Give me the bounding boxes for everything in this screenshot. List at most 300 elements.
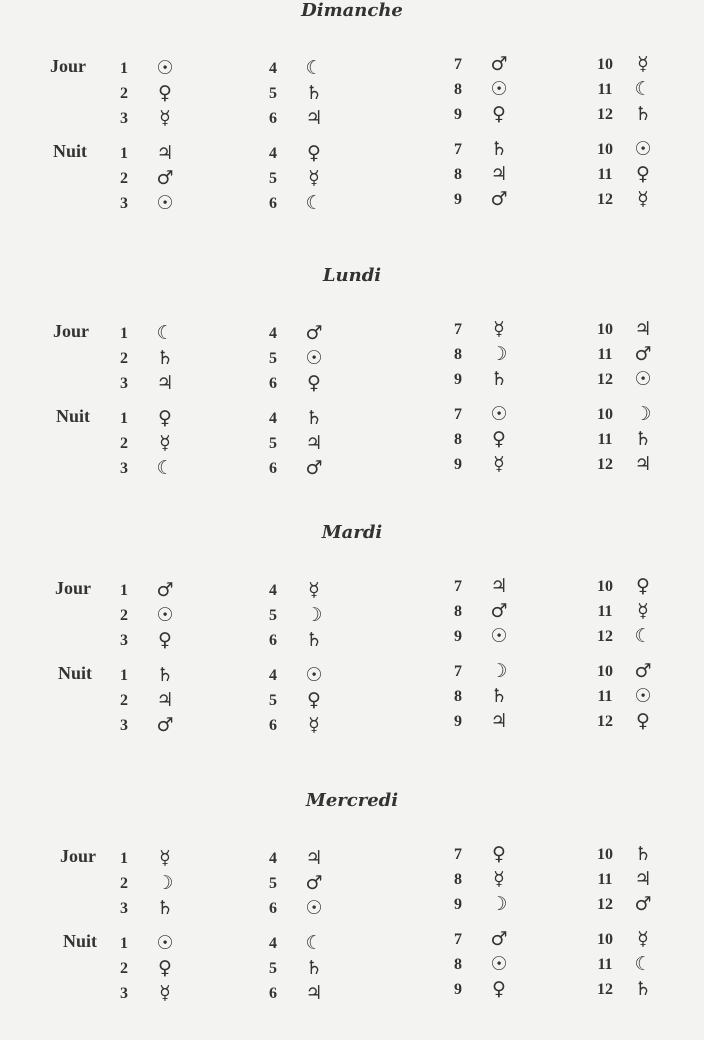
hour-entry xyxy=(113,408,203,432)
hour-entry xyxy=(591,139,681,163)
planet-symbol-icon: ♂ xyxy=(634,660,652,682)
hour-number: 5 xyxy=(269,960,277,977)
hour-entry xyxy=(591,844,681,868)
period-label-nuit: Nuit xyxy=(53,141,88,161)
hour-entry xyxy=(113,458,203,482)
hour-entry xyxy=(591,404,681,428)
hour-entry xyxy=(447,164,537,188)
planet-symbol-icon: ♂ xyxy=(490,928,508,950)
hour-number: 10 xyxy=(597,578,613,595)
hour-number: 4 xyxy=(269,667,277,684)
planet-symbol-icon: ♃ xyxy=(305,432,323,454)
hour-entry xyxy=(262,898,352,922)
period-label-jour: Jour xyxy=(53,321,89,341)
hour-number: 11 xyxy=(597,166,613,183)
hour-entry xyxy=(113,193,203,217)
planet-symbol-icon: ☿ xyxy=(637,53,649,75)
planet-symbol-icon: ☾ xyxy=(634,78,652,100)
hour-entry xyxy=(262,433,352,457)
hour-number: 10 xyxy=(597,141,613,158)
planet-symbol-icon: ♄ xyxy=(305,82,323,104)
planet-symbol-icon: ☽ xyxy=(490,343,508,365)
hour-entry xyxy=(591,894,681,918)
hour-entry xyxy=(591,429,681,453)
day-section xyxy=(0,0,704,250)
hour-entry xyxy=(113,690,203,714)
hour-number: 8 xyxy=(454,688,462,705)
planet-symbol-icon: ☾ xyxy=(634,625,652,647)
planet-symbol-icon: ♃ xyxy=(156,689,174,711)
planet-symbol-icon: ♀ xyxy=(158,82,172,104)
planet-symbol-icon: ☉ xyxy=(490,78,508,100)
planet-symbol-icon: ☽ xyxy=(634,403,652,425)
hour-number: 12 xyxy=(597,896,613,913)
planet-symbol-icon: ♄ xyxy=(490,138,508,160)
hour-number: 5 xyxy=(269,692,277,709)
hour-number: 2 xyxy=(120,692,128,709)
hour-number: 2 xyxy=(120,960,128,977)
planet-symbol-icon: ♃ xyxy=(305,107,323,129)
hour-entry xyxy=(262,168,352,192)
hour-number: 1 xyxy=(120,145,128,162)
hour-number: 4 xyxy=(269,410,277,427)
planet-symbol-icon: ♄ xyxy=(305,629,323,651)
planet-symbol-icon: ♀ xyxy=(307,689,321,711)
hour-number: 9 xyxy=(454,191,462,208)
hour-number: 9 xyxy=(454,628,462,645)
hour-number: 3 xyxy=(120,110,128,127)
planet-symbol-icon: ☿ xyxy=(637,188,649,210)
planet-symbol-icon: ♄ xyxy=(305,407,323,429)
hour-entry xyxy=(262,323,352,347)
planet-symbol-icon: ♃ xyxy=(156,372,174,394)
hour-number: 5 xyxy=(269,170,277,187)
hour-entry xyxy=(262,193,352,217)
hour-number: 11 xyxy=(597,688,613,705)
hour-number: 7 xyxy=(454,406,462,423)
planet-symbol-icon: ♄ xyxy=(634,428,652,450)
hour-number: 10 xyxy=(597,846,613,863)
hour-number: 1 xyxy=(120,582,128,599)
hour-entry xyxy=(591,189,681,213)
hour-entry xyxy=(113,580,203,604)
planet-symbol-icon: ☾ xyxy=(305,932,323,954)
hour-entry xyxy=(262,715,352,739)
hour-entry xyxy=(591,686,681,710)
hour-entry xyxy=(447,454,537,478)
hour-number: 10 xyxy=(597,931,613,948)
hour-entry xyxy=(447,139,537,163)
hour-number: 11 xyxy=(597,346,613,363)
planet-symbol-icon: ☾ xyxy=(156,457,174,479)
hour-entry xyxy=(591,454,681,478)
hour-entry xyxy=(113,108,203,132)
planet-symbol-icon: ♄ xyxy=(156,347,174,369)
hour-number: 7 xyxy=(454,56,462,73)
planet-symbol-icon: ☉ xyxy=(634,685,652,707)
hour-entry xyxy=(113,58,203,82)
hour-number: 3 xyxy=(120,375,128,392)
planet-symbol-icon: ☿ xyxy=(159,107,171,129)
hour-number: 6 xyxy=(269,460,277,477)
hour-number: 3 xyxy=(120,460,128,477)
hour-number: 4 xyxy=(269,145,277,162)
hour-number: 8 xyxy=(454,166,462,183)
hour-number: 12 xyxy=(597,628,613,645)
hour-entry xyxy=(447,844,537,868)
planet-symbol-icon: ♂ xyxy=(305,872,323,894)
hour-number: 11 xyxy=(597,871,613,888)
hour-number: 7 xyxy=(454,578,462,595)
day-title: Mercredi xyxy=(305,790,399,811)
hour-number: 12 xyxy=(597,106,613,123)
hour-number: 7 xyxy=(454,663,462,680)
day-section xyxy=(0,265,704,515)
hour-number: 1 xyxy=(120,850,128,867)
period-label-jour: Jour xyxy=(50,56,86,76)
hour-entry xyxy=(447,54,537,78)
hour-number: 9 xyxy=(454,896,462,913)
hour-number: 3 xyxy=(120,717,128,734)
hour-entry xyxy=(262,958,352,982)
hour-number: 10 xyxy=(597,406,613,423)
planet-symbol-icon: ♄ xyxy=(634,103,652,125)
hour-number: 11 xyxy=(597,81,613,98)
planet-symbol-icon: ♄ xyxy=(634,978,652,1000)
hour-number: 6 xyxy=(269,110,277,127)
day-title: Lundi xyxy=(322,265,382,286)
hour-entry xyxy=(447,404,537,428)
hour-entry xyxy=(262,873,352,897)
hour-number: 1 xyxy=(120,410,128,427)
hour-number: 10 xyxy=(597,663,613,680)
hour-number: 2 xyxy=(120,170,128,187)
planet-symbol-icon: ☽ xyxy=(490,660,508,682)
hour-entry xyxy=(447,319,537,343)
planet-symbol-icon: ☿ xyxy=(493,868,505,890)
planet-symbol-icon: ♄ xyxy=(156,897,174,919)
hour-entry xyxy=(591,576,681,600)
hour-number: 1 xyxy=(120,935,128,952)
planet-symbol-icon: ☽ xyxy=(156,872,174,894)
hour-entry xyxy=(262,665,352,689)
hour-number: 8 xyxy=(454,956,462,973)
hour-entry xyxy=(447,686,537,710)
planet-symbol-icon: ☿ xyxy=(159,982,171,1004)
planet-symbol-icon: ☿ xyxy=(308,714,320,736)
hour-number: 1 xyxy=(120,325,128,342)
hour-number: 6 xyxy=(269,717,277,734)
planet-symbol-icon: ♀ xyxy=(307,142,321,164)
hour-number: 5 xyxy=(269,85,277,102)
planet-symbol-icon: ☿ xyxy=(637,600,649,622)
planet-symbol-icon: ☽ xyxy=(305,604,323,626)
hour-entry xyxy=(447,894,537,918)
hour-entry xyxy=(447,369,537,393)
hour-entry xyxy=(591,869,681,893)
hour-number: 9 xyxy=(454,981,462,998)
hour-entry xyxy=(262,373,352,397)
hour-entry xyxy=(591,626,681,650)
hour-entry xyxy=(262,605,352,629)
hour-entry xyxy=(262,848,352,872)
hour-entry xyxy=(447,929,537,953)
hour-entry xyxy=(447,576,537,600)
hour-entry xyxy=(447,661,537,685)
planet-symbol-icon: ♃ xyxy=(490,163,508,185)
hour-entry xyxy=(262,108,352,132)
hour-entry xyxy=(113,348,203,372)
hour-entry xyxy=(591,54,681,78)
planet-symbol-icon: ☿ xyxy=(637,928,649,950)
planet-symbol-icon: ☾ xyxy=(305,192,323,214)
planet-symbol-icon: ♂ xyxy=(305,457,323,479)
planet-symbol-icon: ♀ xyxy=(158,957,172,979)
planet-symbol-icon: ♃ xyxy=(634,318,652,340)
day-section xyxy=(0,790,704,1040)
hour-number: 12 xyxy=(597,456,613,473)
period-label-nuit: Nuit xyxy=(56,406,91,426)
planet-symbol-icon: ♂ xyxy=(634,893,652,915)
hour-entry xyxy=(262,690,352,714)
planet-symbol-icon: ♄ xyxy=(156,664,174,686)
hour-entry xyxy=(591,344,681,368)
hour-entry xyxy=(262,458,352,482)
hour-number: 2 xyxy=(120,350,128,367)
planet-symbol-icon: ☉ xyxy=(490,953,508,975)
planet-symbol-icon: ☿ xyxy=(493,453,505,475)
hour-entry xyxy=(447,979,537,1003)
planet-symbol-icon: ♂ xyxy=(634,343,652,365)
hour-number: 11 xyxy=(597,431,613,448)
hour-entry xyxy=(591,661,681,685)
hour-number: 8 xyxy=(454,431,462,448)
hour-entry xyxy=(447,429,537,453)
planet-symbol-icon: ♂ xyxy=(156,714,174,736)
hour-number: 6 xyxy=(269,985,277,1002)
hour-number: 9 xyxy=(454,713,462,730)
hour-entry xyxy=(591,319,681,343)
planet-symbol-icon: ♂ xyxy=(490,600,508,622)
hour-entry xyxy=(262,348,352,372)
planet-symbol-icon: ☿ xyxy=(308,579,320,601)
hour-number: 2 xyxy=(120,85,128,102)
day-section xyxy=(0,522,704,772)
period-label-jour: Jour xyxy=(60,846,96,866)
hour-entry xyxy=(447,344,537,368)
planet-symbol-icon: ☉ xyxy=(305,897,323,919)
hour-number: 4 xyxy=(269,60,277,77)
hour-number: 5 xyxy=(269,875,277,892)
planet-symbol-icon: ♀ xyxy=(158,629,172,651)
hour-entry xyxy=(447,79,537,103)
planet-symbol-icon: ☉ xyxy=(156,604,174,626)
hour-entry xyxy=(591,979,681,1003)
hour-entry xyxy=(113,83,203,107)
planet-symbol-icon: ♄ xyxy=(305,957,323,979)
planet-symbol-icon: ♀ xyxy=(636,575,650,597)
planet-symbol-icon: ☿ xyxy=(159,847,171,869)
hour-entry xyxy=(262,630,352,654)
hour-entry xyxy=(262,580,352,604)
planet-symbol-icon: ♄ xyxy=(490,368,508,390)
period-label-nuit: Nuit xyxy=(63,931,98,951)
hour-number: 11 xyxy=(597,956,613,973)
planet-symbol-icon: ☉ xyxy=(305,347,323,369)
hour-number: 5 xyxy=(269,607,277,624)
hour-number: 12 xyxy=(597,981,613,998)
planet-symbol-icon: ♀ xyxy=(492,103,506,125)
hour-number: 1 xyxy=(120,60,128,77)
planet-symbol-icon: ♃ xyxy=(156,142,174,164)
hour-entry xyxy=(113,933,203,957)
planet-symbol-icon: ♀ xyxy=(492,843,506,865)
planet-symbol-icon: ♃ xyxy=(490,575,508,597)
hour-number: 6 xyxy=(269,900,277,917)
hour-number: 10 xyxy=(597,321,613,338)
hour-entry xyxy=(113,630,203,654)
hour-number: 12 xyxy=(597,371,613,388)
planet-symbol-icon: ♃ xyxy=(490,710,508,732)
hour-entry xyxy=(262,408,352,432)
hour-number: 10 xyxy=(597,56,613,73)
hour-entry xyxy=(591,369,681,393)
planet-symbol-icon: ♀ xyxy=(492,978,506,1000)
hour-entry xyxy=(447,626,537,650)
hour-entry xyxy=(262,933,352,957)
hour-number: 6 xyxy=(269,632,277,649)
hour-entry xyxy=(113,983,203,1007)
hour-entry xyxy=(591,711,681,735)
hour-number: 4 xyxy=(269,325,277,342)
planet-symbol-icon: ♀ xyxy=(636,163,650,185)
hour-entry xyxy=(113,433,203,457)
hour-number: 9 xyxy=(454,371,462,388)
hour-number: 12 xyxy=(597,191,613,208)
day-title: Dimanche xyxy=(301,0,403,21)
hour-number: 7 xyxy=(454,846,462,863)
hour-number: 7 xyxy=(454,931,462,948)
planet-symbol-icon: ☉ xyxy=(305,664,323,686)
hour-number: 2 xyxy=(120,607,128,624)
planet-symbol-icon: ☾ xyxy=(634,953,652,975)
hour-number: 9 xyxy=(454,106,462,123)
hour-number: 3 xyxy=(120,195,128,212)
period-label-nuit: Nuit xyxy=(58,663,93,683)
planet-symbol-icon: ☿ xyxy=(308,167,320,189)
hour-number: 8 xyxy=(454,871,462,888)
hour-number: 4 xyxy=(269,935,277,952)
planet-symbol-icon: ☿ xyxy=(159,432,171,454)
period-label-jour: Jour xyxy=(55,578,91,598)
hour-entry xyxy=(113,665,203,689)
hour-entry xyxy=(113,143,203,167)
planet-symbol-icon: ♀ xyxy=(492,428,506,450)
planet-symbol-icon: ☉ xyxy=(634,138,652,160)
hour-number: 3 xyxy=(120,632,128,649)
hour-entry xyxy=(447,869,537,893)
hour-number: 7 xyxy=(454,321,462,338)
hour-number: 5 xyxy=(269,350,277,367)
hour-number: 8 xyxy=(454,81,462,98)
day-title: Mardi xyxy=(321,522,383,543)
hour-entry xyxy=(113,168,203,192)
hour-entry xyxy=(591,104,681,128)
hour-entry xyxy=(591,601,681,625)
hour-number: 3 xyxy=(120,985,128,1002)
planet-symbol-icon: ♀ xyxy=(636,710,650,732)
planet-symbol-icon: ♂ xyxy=(490,53,508,75)
planet-symbol-icon: ☉ xyxy=(156,932,174,954)
hour-number: 6 xyxy=(269,375,277,392)
planet-symbol-icon: ☽ xyxy=(490,893,508,915)
hour-entry xyxy=(113,848,203,872)
planet-symbol-icon: ☉ xyxy=(490,625,508,647)
hour-number: 2 xyxy=(120,875,128,892)
hour-number: 6 xyxy=(269,195,277,212)
hour-entry xyxy=(113,323,203,347)
hour-number: 9 xyxy=(454,456,462,473)
hour-number: 1 xyxy=(120,667,128,684)
planet-symbol-icon: ♃ xyxy=(634,868,652,890)
hour-entry xyxy=(591,929,681,953)
hour-entry xyxy=(262,58,352,82)
planet-symbol-icon: ♃ xyxy=(634,453,652,475)
hour-entry xyxy=(113,715,203,739)
hour-entry xyxy=(447,189,537,213)
planet-symbol-icon: ☉ xyxy=(156,192,174,214)
hour-entry xyxy=(262,83,352,107)
hour-number: 12 xyxy=(597,713,613,730)
planet-symbol-icon: ☾ xyxy=(156,322,174,344)
hour-entry xyxy=(113,605,203,629)
hour-number: 4 xyxy=(269,850,277,867)
hour-number: 8 xyxy=(454,603,462,620)
hour-number: 11 xyxy=(597,603,613,620)
hour-entry xyxy=(447,601,537,625)
hour-number: 3 xyxy=(120,900,128,917)
hour-entry xyxy=(447,711,537,735)
hour-entry xyxy=(591,79,681,103)
planet-symbol-icon: ♀ xyxy=(158,407,172,429)
planet-symbol-icon: ♂ xyxy=(490,188,508,210)
hour-entry xyxy=(447,104,537,128)
planet-symbol-icon: ♃ xyxy=(305,982,323,1004)
hour-entry xyxy=(262,143,352,167)
planet-symbol-icon: ♂ xyxy=(156,579,174,601)
planet-symbol-icon: ☿ xyxy=(493,318,505,340)
hour-entry xyxy=(113,373,203,397)
hour-entry xyxy=(591,164,681,188)
planet-symbol-icon: ♄ xyxy=(634,843,652,865)
hour-number: 4 xyxy=(269,582,277,599)
planet-symbol-icon: ☉ xyxy=(490,403,508,425)
hour-entry xyxy=(447,954,537,978)
planet-symbol-icon: ☉ xyxy=(156,57,174,79)
hour-number: 8 xyxy=(454,346,462,363)
planet-symbol-icon: ♂ xyxy=(156,167,174,189)
planet-symbol-icon: ♂ xyxy=(305,322,323,344)
planet-symbol-icon: ♀ xyxy=(307,372,321,394)
hour-number: 7 xyxy=(454,141,462,158)
hour-entry xyxy=(591,954,681,978)
hour-entry xyxy=(113,958,203,982)
hour-entry xyxy=(113,873,203,897)
hour-entry xyxy=(262,983,352,1007)
planet-symbol-icon: ♃ xyxy=(305,847,323,869)
planet-symbol-icon: ☉ xyxy=(634,368,652,390)
hour-number: 2 xyxy=(120,435,128,452)
